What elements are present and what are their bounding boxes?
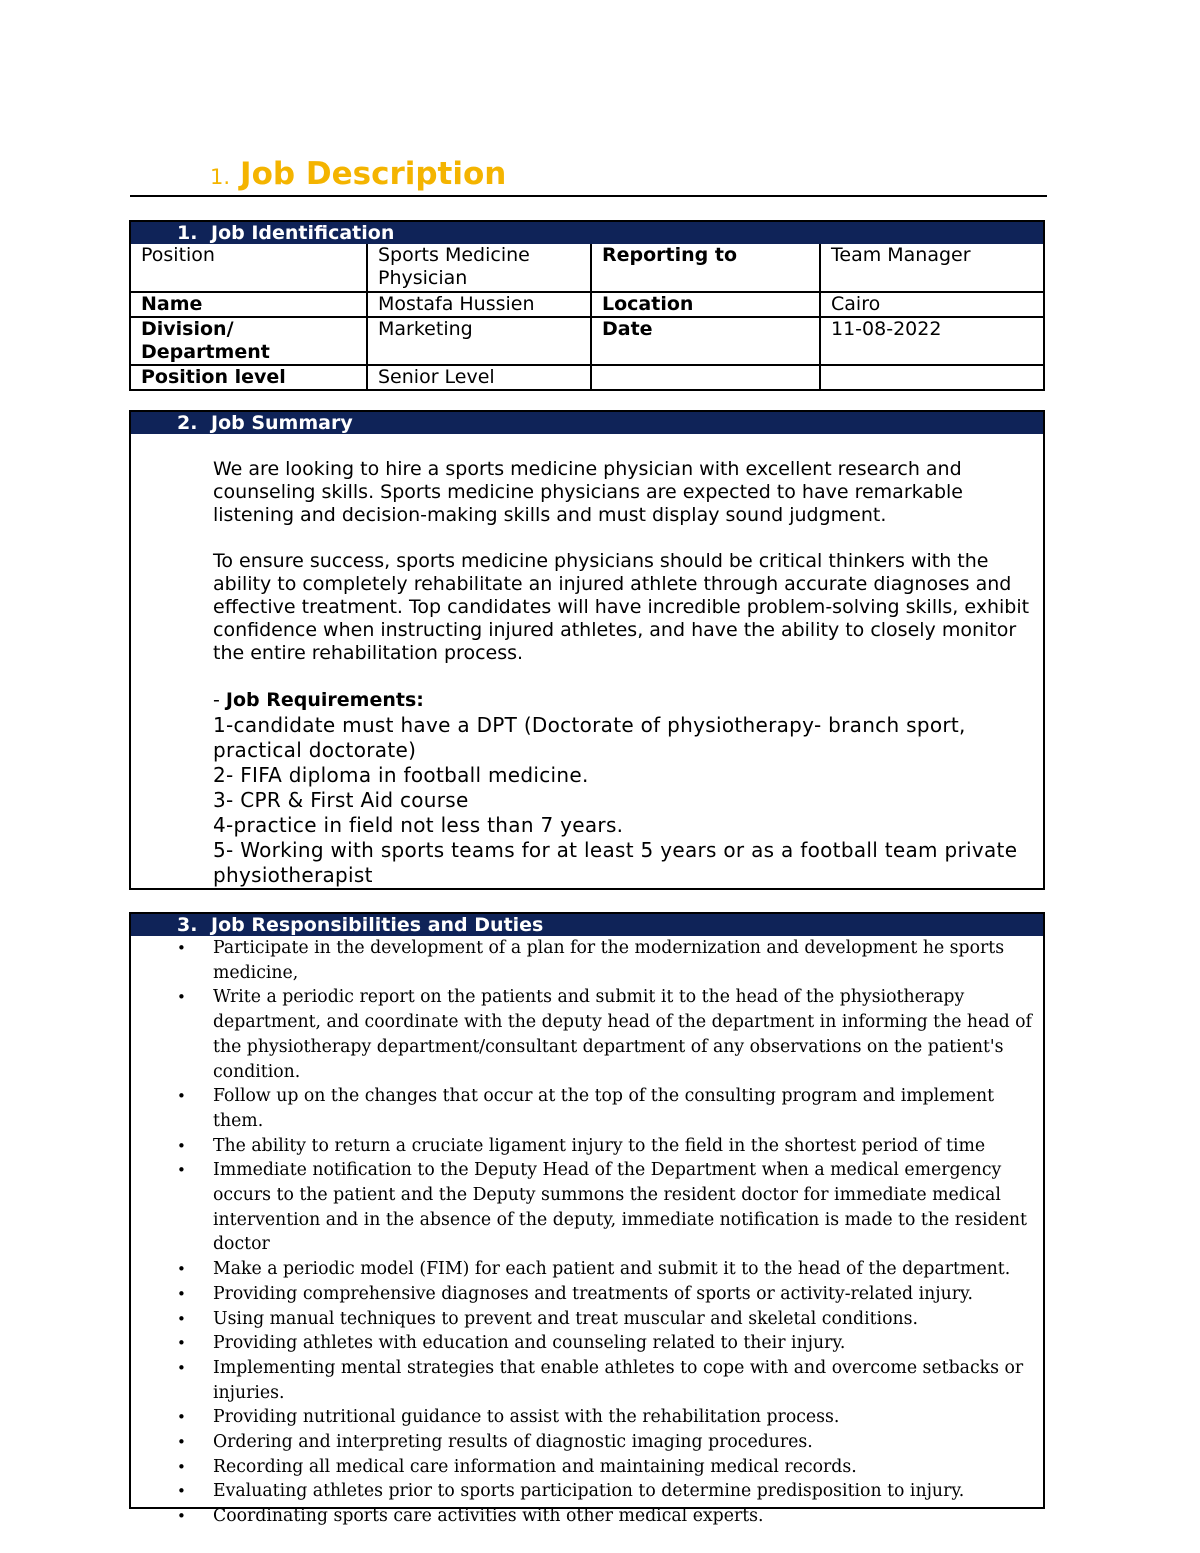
list-item (131, 1405, 1033, 1430)
list-item-text: The ability to return a cruciate ligament injury to the field in the shortest period of time (213, 1135, 986, 1156)
table-cell: 11-08-2022 (820, 317, 1043, 365)
section-number: 3. (177, 914, 198, 936)
list-item-text: Ordering and interpreting results of diagnostic imaging procedures. (213, 1432, 813, 1453)
requirements-heading: Job Requirements: (225, 689, 424, 711)
list-item (131, 936, 1033, 985)
list-item (131, 985, 1033, 1084)
requirements-prefix: - (213, 689, 226, 711)
table-cell: Cairo (820, 292, 1043, 317)
table-cell (591, 365, 820, 389)
bullet-icon: • (177, 1507, 186, 1526)
job-responsibilities-section (129, 912, 1045, 1527)
document-title (210, 156, 506, 192)
table-cell: Position (131, 244, 367, 292)
list-item-text: Coordinating sports care activities with other medical experts. (213, 1506, 764, 1527)
job-identification-header (131, 222, 1043, 244)
table-row (131, 292, 1043, 317)
job-summary-section (129, 410, 1045, 890)
bullet-icon: • (177, 1408, 186, 1427)
requirements-list (213, 713, 1033, 888)
table-cell: Senior Level (367, 365, 591, 389)
list-item (131, 1158, 1033, 1257)
list-item-text: Recording all medical care information and maintaining medical records. (213, 1456, 857, 1477)
job-responsibilities-header (131, 914, 1043, 936)
job-identification-table (131, 244, 1043, 389)
table-cell: Position level (131, 365, 367, 389)
table-cell: Mostafa Hussien (367, 292, 591, 317)
bullet-icon: • (177, 1334, 186, 1353)
list-item: 2- FIFA diploma in football medicine. (213, 763, 589, 787)
job-identification-section (129, 220, 1045, 391)
bullet-icon: • (177, 1358, 186, 1377)
list-item: 4-practice in field not less than 7 years. (213, 813, 624, 837)
list-item (131, 1356, 1033, 1405)
list-item: 5- Working with sports teams for at least 5 years or as a football team private physiotherapist (213, 838, 1018, 887)
list-item-text: Providing athletes with education and counseling related to their injury. (213, 1333, 846, 1354)
table-cell: Reporting to (591, 244, 820, 292)
summary-paragraph: We are looking to hire a sports medicine physician with excellent research and counseling skills. Sports medicine physicians are expected to have remarkable listening and decision-making skills and must display sound judgment. (213, 458, 963, 526)
list-item-text: Write a periodic report on the patients and submit it to the head of the physiotherapy department, and coordinate with the deputy head of the department in informing the head of the physiotherapy department/consultant department of any observations on the patient's condition. (213, 987, 1032, 1082)
list-item (131, 1084, 1033, 1133)
table-cell: Name (131, 292, 367, 317)
list-item-text: Participate in the development of a plan for the modernization and development he sports medicine, (213, 938, 1005, 983)
bullet-icon: • (177, 1457, 186, 1476)
list-item (131, 1331, 1033, 1356)
list-item (131, 1257, 1033, 1282)
bullet-icon: • (177, 1433, 186, 1452)
bullet-icon: • (177, 1161, 186, 1180)
requirements-title (213, 688, 1033, 713)
section-heading: Job Summary (211, 412, 353, 434)
list-item (131, 1479, 1033, 1504)
bullet-icon: • (177, 1284, 186, 1303)
list-item-text: Evaluating athletes prior to sports participation to determine predisposition to injury. (213, 1481, 965, 1502)
list-item: 1-candidate must have a DPT (Doctorate of physiotherapy- branch sport, practical doctorate) (213, 713, 966, 762)
list-item-text: Immediate notification to the Deputy Head of the Department when a medical emergency occurs to the patient and the Deputy summons the resident doctor for immediate medical intervention and in the absence of the deputy, immediate notification is made to the resident doctor (213, 1160, 1027, 1255)
section-heading: Job Identification (211, 222, 395, 244)
document-title-number: 1. (210, 165, 231, 189)
document-title-text: Job Description (240, 156, 507, 192)
list-item-text: Providing comprehensive diagnoses and treatments of sports or activity-related injury. (213, 1283, 973, 1304)
list-item (131, 1455, 1033, 1480)
list-item-text: Implementing mental strategies that enable athletes to cope with and overcome setbacks or injuries. (213, 1357, 1024, 1403)
table-row (131, 244, 1043, 292)
responsibilities-list (131, 936, 1043, 1529)
section-heading: Job Responsibilities and Duties (211, 914, 544, 936)
bullet-icon: • (177, 939, 186, 957)
bullet-icon: • (177, 988, 186, 1007)
table-cell: Location (591, 292, 820, 317)
list-item (131, 1504, 1033, 1529)
summary-paragraph: To ensure success, sports medicine physicians should be critical thinkers with the ability to completely rehabilitate an injured athlete through accurate diagnoses and effective treatment. Top candidates will have incredible problem-solving skills, exhibit confidence when instructing injured athletes, and have the ability to closely monitor the entire rehabilitation process. (213, 550, 1030, 664)
section-number: 2. (177, 412, 198, 434)
table-cell: Division/ Department (131, 317, 367, 365)
bullet-icon: • (177, 1309, 186, 1328)
list-item (131, 1307, 1033, 1332)
section-number: 1. (177, 222, 198, 244)
list-item (131, 1134, 1033, 1159)
bullet-icon: • (177, 1087, 186, 1106)
list-item (131, 1282, 1033, 1307)
table-row (131, 365, 1043, 389)
table-cell: Team Manager (820, 244, 1043, 292)
title-underline (130, 195, 1047, 197)
bullet-icon: • (177, 1482, 186, 1501)
list-item-text: Make a periodic model (FIM) for each patient and submit it to the head of the department. (213, 1259, 1011, 1280)
table-cell: Date (591, 317, 820, 365)
job-summary-header (131, 412, 1043, 434)
table-row (131, 317, 1043, 365)
list-item-text: Follow up on the changes that occur at the top of the consulting program and implement them. (213, 1086, 995, 1131)
list-item-text: Providing nutritional guidance to assist with the rehabilitation process. (213, 1407, 840, 1428)
bullet-icon: • (177, 1260, 186, 1279)
list-item-text: Using manual techniques to prevent and treat muscular and skeletal conditions. (213, 1308, 918, 1329)
table-cell (820, 365, 1043, 389)
list-item (131, 1430, 1033, 1455)
job-summary-body (131, 434, 1043, 888)
table-cell: Sports Medicine Physician (367, 244, 591, 292)
bullet-icon: • (177, 1136, 186, 1155)
table-cell: Marketing (367, 317, 591, 365)
list-item: 3- CPR & First Aid course (213, 788, 469, 812)
